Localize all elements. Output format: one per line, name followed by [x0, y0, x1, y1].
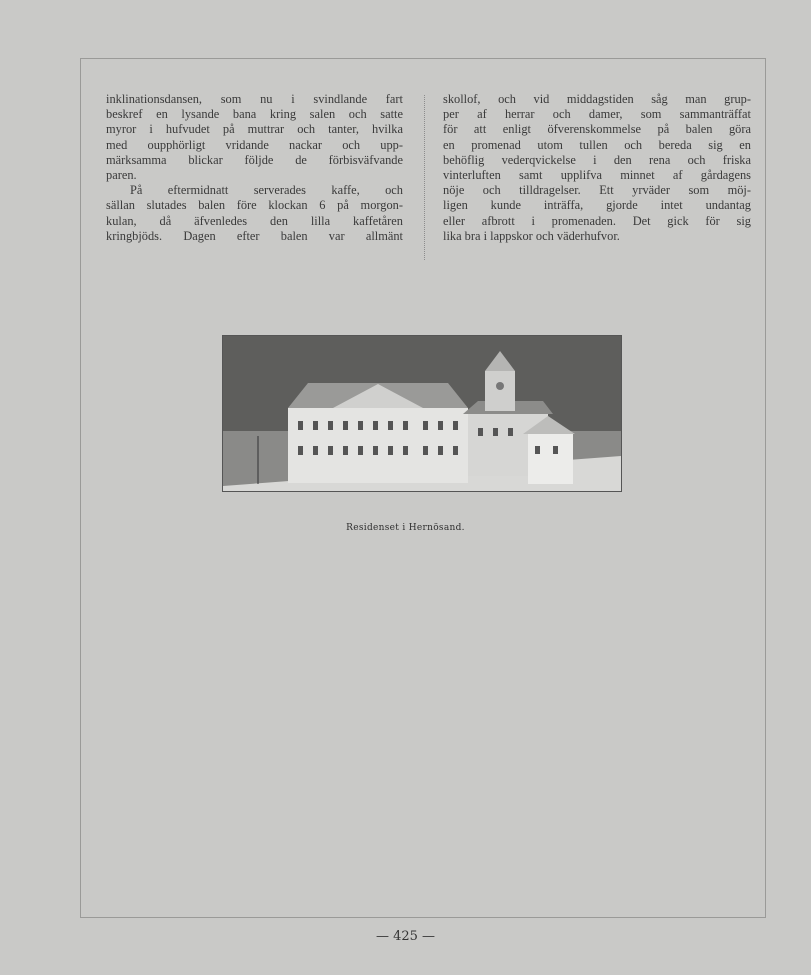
- text-line: paren.: [106, 167, 137, 182]
- right-text-column: [443, 92, 751, 244]
- text-line: sällan slutades balen före klockan 6 på morgon-: [106, 198, 403, 213]
- text-line: kringbjöds. Dagen efter balen var allmänt: [106, 228, 403, 243]
- text-line: vinterluften samt upplifva minnet af gårdagens: [443, 167, 751, 182]
- text-line: ligen kunde inträffa, gjorde intet undantag: [443, 198, 751, 213]
- figure-caption: Residenset i Hernösand.: [346, 523, 465, 533]
- residence-illustration: [222, 335, 622, 492]
- text-line: På eftermidnatt serverades kaffe, och: [130, 183, 403, 198]
- text-line: beskref en lysande bana kring salen och satte: [106, 107, 403, 122]
- column-divider: [424, 95, 425, 260]
- text-line: kulan, då äfvenledes den lilla kaffetåren: [106, 213, 403, 228]
- text-line: märksamma blickar följde de förbisväfvande: [106, 152, 403, 167]
- text-line: med oupphörligt vridande nackar och upp-: [106, 137, 403, 152]
- text-line: per af herrar och damer, som sammanträffat: [443, 107, 751, 122]
- text-line: lika bra i lappskor och väderhufvor.: [443, 228, 620, 243]
- text-line: för att enligt öfverenskommelse på balen göra: [443, 122, 751, 137]
- text-line: eller afbrott i promenaden. Det gick för sig: [443, 213, 751, 228]
- text-line: myror i hufvudet på muttrar och tanter, hvilka: [106, 122, 403, 137]
- text-line: nöje och tilldragelser. Ett yrväder som möj-: [443, 183, 751, 198]
- text-line: skollof, och vid middagstiden såg man grup-: [443, 92, 751, 106]
- page-number: — 425 —: [375, 929, 436, 944]
- building-drawing: [223, 336, 621, 491]
- left-text-column: [106, 92, 403, 244]
- text-line: inklinationsdansen, som nu i svindlande fart: [106, 92, 403, 106]
- text-line: en promenad utom tullen och bereda sig en: [443, 137, 751, 152]
- text-line: behöflig vederqvickelse i den rena och friska: [443, 152, 751, 167]
